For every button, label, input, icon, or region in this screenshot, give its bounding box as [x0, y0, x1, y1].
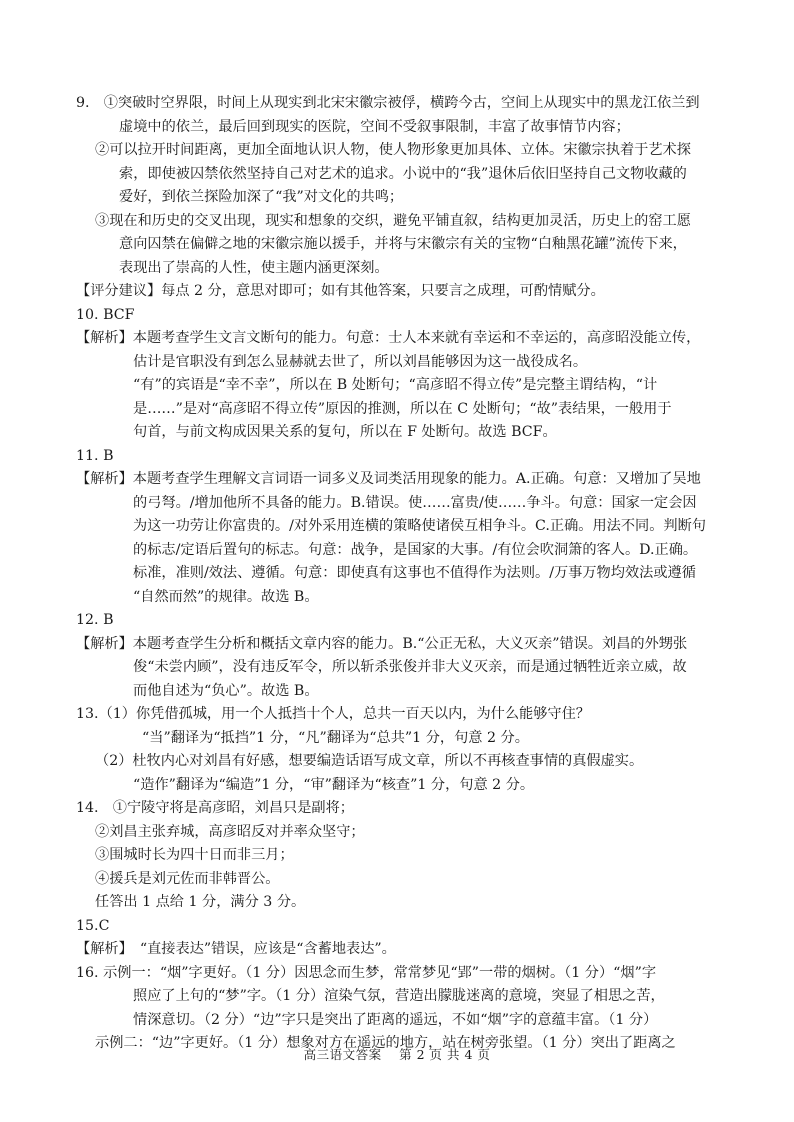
answer-line: “自然而然”的规律。故选 B。 — [133, 588, 319, 605]
answer-line: 10. BCF — [76, 306, 135, 323]
answer-line: 为这一功劳让你富贵的。/对外采用连横的策略使诸侯互相争斗。C.正确。用法不同。判断句 — [133, 518, 706, 534]
answer-line: 15.C — [76, 917, 110, 934]
answer-line: （2）杜牧内心对刘昌有好感，想要编造话语写成文章，所以不再核查事情的真假虚实。 — [95, 753, 644, 769]
answer-line: 11. B — [76, 447, 114, 464]
answer-line: 16. 示例一：“烟”字更好。（1 分）因思念而生梦，常常梦见“郢”一带的烟树。（1 分）“烟”字 — [76, 964, 657, 981]
answer-line: 句首，与前文构成因果关系的复句，所以在 F 处断句。故选 BCF。 — [133, 424, 557, 440]
answer-line: 的弓弩。/增加他所不具备的能力。B.错误。使……富贵/使……争斗。句意：国家一定会因 — [133, 494, 697, 511]
answer-line: 【解析】 “直接表达”错误，应该是“含蓄地表达”。 — [76, 941, 396, 957]
answer-line: 而他自述为“负心”。故选 B。 — [133, 682, 319, 699]
answer-line: 【解析】本题考查学生理解文言词语一词多义及词类活用现象的能力。A.正确。句意：又增加了吴地 — [76, 471, 701, 487]
answer-line: 估计是官职没有到怎么显赫就去世了，所以刘昌能够因为这一战役成名。 — [133, 353, 588, 370]
answer-line: 是……”是对“高彦昭不得立传”原因的推测，所以在 C 处断句；“故”表结果，一般用于 — [133, 400, 672, 417]
answer-line: 标准，准则/效法、遵循。句意：即使真有这事也不值得作为法则。/万事万物均效法或遵循 — [133, 565, 696, 581]
answer-line: 9. ①突破时空界限，时间上从现实到北宋宋徽宗被俘，横跨今古，空间上从现实中的黑龙江依兰到 — [76, 95, 700, 111]
answer-line: ③现在和历史的交叉出现，现实和想象的交织，避免平铺直叙，结构更加灵活，历史上的窑工愿 — [95, 212, 691, 229]
answer-line: ②可以拉开时间距离，更加全面地认识人物，使人物形象更加具体、立体。宋徽宗执着于艺术探 — [95, 142, 691, 158]
answer-line: 意向囚禁在偏僻之地的宋徽宗施以援手，并将与宋徽宗有关的宝物“白釉黑花罐”流传下来， — [119, 236, 687, 252]
answer-line: 【解析】本题考查学生分析和概括文章内容的能力。B.“公正无私，大义灭亲”错误。刘昌的外甥张 — [76, 635, 688, 652]
answer-line: ②刘昌主张弃城，高彦昭反对并率众坚守； — [95, 823, 365, 840]
answer-line: 照应了上句的“梦”字。（1 分）渲染气氛，营造出朦胧迷离的意境，突显了相思之苦， — [133, 988, 665, 1004]
answer-line: “当”翻译为“抵挡”1 分，“凡”翻译为“总共”1 分，句意 2 分。 — [142, 729, 529, 746]
answer-line: 虚境中的依兰，最后回到现实的医院，空间不受叙事限制，丰富了故事情节内容； — [119, 118, 630, 135]
answer-line: 爱好，到依兰探险加深了“我”对文化的共鸣； — [119, 189, 404, 205]
answer-line: 13.（1）你凭借孤城，用一个人抵挡十个人，总共一百天以内，为什么能够守住？ — [76, 706, 590, 722]
answer-line: 情深意切。（2 分）“边”字只是突出了距离的遥远，不如“烟”字的意蕴丰富。（1 分） — [133, 1011, 658, 1028]
answer-line: “造作”翻译为“编造”1 分，“审”翻译为“核查”1 分，句意 2 分。 — [133, 776, 535, 793]
answer-line: 任答出 1 点给 1 分，满分 3 分。 — [95, 894, 306, 910]
answer-line: “有”的宾语是“幸不幸”，所以在 B 处断句；“高彦昭不得立传”是完整主谓结构，“计 — [133, 377, 658, 393]
answer-line: 14. ①宁陵守将是高彦昭，刘昌只是副将； — [76, 800, 354, 816]
answer-line: 示例二：“边”字更好。（1 分）想象对方在遥远的地方，站在树旁张望。（1 分）突出了距离之 — [95, 1035, 676, 1051]
answer-line: 的标志/定语后置句的标志。句意：战争，是国家的大事。/有位会吹洞箫的客人。D.正确。 — [133, 541, 698, 558]
answer-line: 【评分建议】每点 2 分，意思对即可；如有其他答案，只要言之成理，可酌情赋分。 — [76, 283, 605, 299]
answer-content — [76, 92, 724, 1056]
answer-line: 俊“未尝内顾”，没有违反军令，所以斩杀张俊并非大义灭亲，而是通过牺牲近亲立威，故 — [133, 659, 687, 675]
page-footer: 高三语文答案 第 2 页 共 4 页 — [303, 1047, 491, 1062]
answer-line: 12. B — [76, 612, 114, 628]
answer-line: 索，即使被囚禁依然坚持自己对艺术的追求。小说中的“我”退休后依旧坚持自己文物收藏的 — [119, 165, 687, 182]
answer-line: ③围城时长为四十日而非三月； — [95, 847, 294, 863]
answer-line: 【解析】本题考查学生文言文断句的能力。句意：士人本来就有幸运和不幸运的，高彦昭没能立传， — [76, 330, 701, 346]
answer-line: ④援兵是刘元佐而非韩晋公。 — [95, 870, 280, 887]
answer-line: 表现出了崇高的人性，使主题内涵更深刻。 — [119, 259, 389, 276]
